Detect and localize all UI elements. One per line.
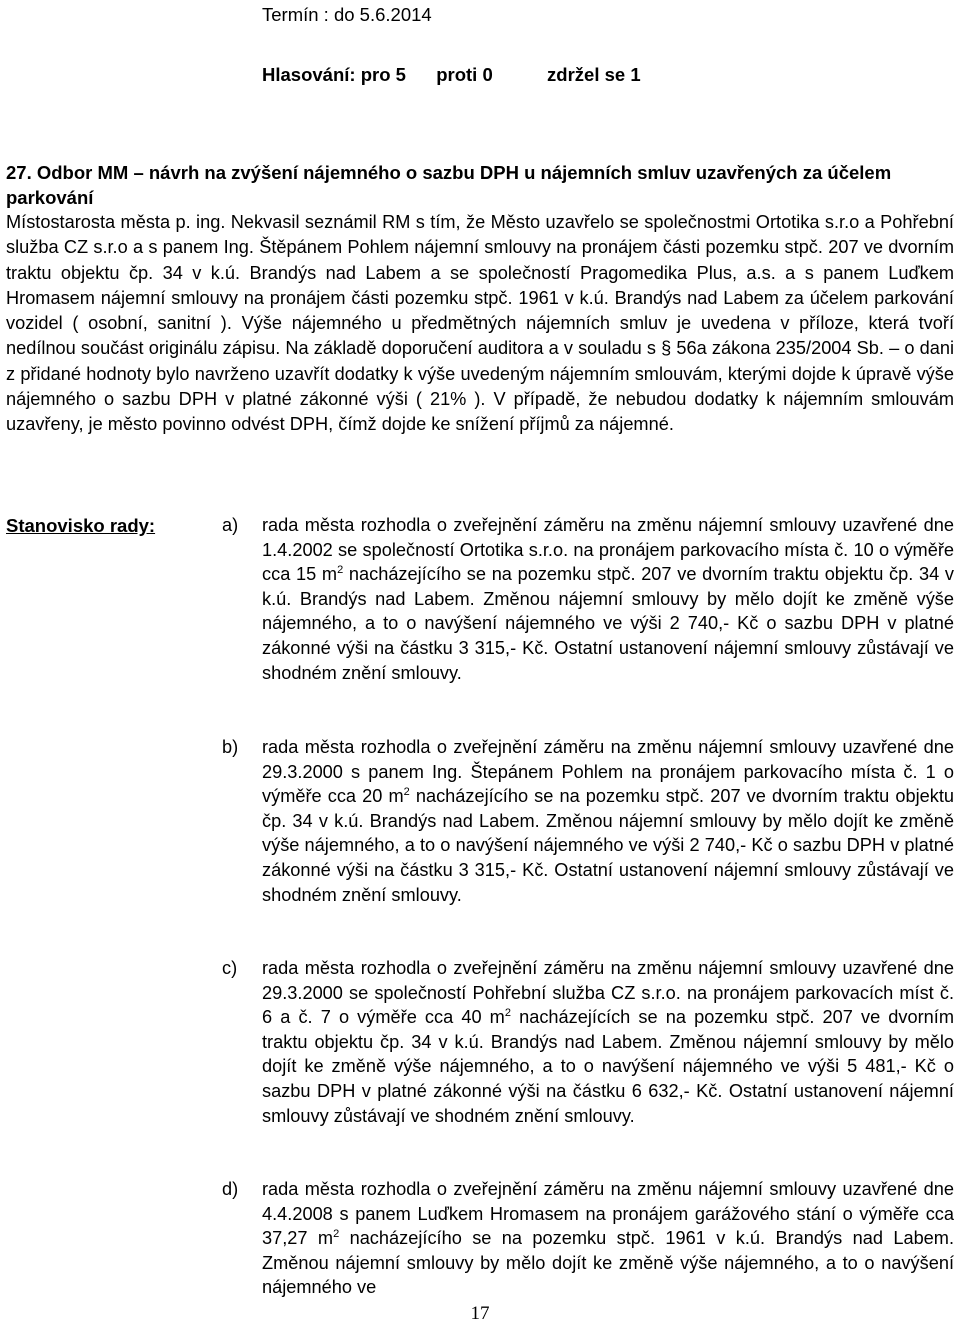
vote-result bbox=[262, 64, 641, 86]
item-text: rada města rozhodla o zveřejnění záměru na změnu nájemní smlouvy uzavřené dne 29.3.2000 s panem Ing. Štepánem Pohlem na pronájem parkovacího místa č. 1 o výměře cca 20 $m^2$ nacházejícího se na pozemku stpč. 207 ve dvorním traktu objektu čp. 34 v k.ú. Brandýs nad Labem. Změnou nájemní smlouvy by mělo dojít ke změně výše nájemného, a to o navýšení nájemného ve výši 2 740,- Kč o sazbu DPH v platné zákonné výši na částku 3 315,- Kč. Ostatní ustanovení nájemní smlouvy zůstávají ve shodném znění smlouvy. bbox=[262, 737, 954, 905]
item-text: rada města rozhodla o zveřejnění záměru na změnu nájemní smlouvy uzavřené dne 29.3.2000 se společností Pohřební služba CZ s.r.o. na pronájem parkovacích míst č. 6 a č. 7 o výměře cca 40 $m^2$ nacházejících se na pozemku stpč. 207 ve dvorním traktu objektu čp. 34 v k.ú. Brandýs nad Labem. Změnou nájemní smlouvy by mělo dojít ke změně výše nájemného, a to o navýšení nájemného ve výši 5 481,- Kč o sazbu DPH v platné zákonné výši na částku 6 632,- Kč. Ostatní ustanovení nájemní smlouvy zůstávají ve shodném znění smlouvy. bbox=[262, 958, 954, 1126]
vote-abstain: zdržel se 1 bbox=[547, 64, 641, 85]
item-letter: b) bbox=[222, 737, 239, 757]
page-number: 17 bbox=[470, 1303, 490, 1324]
deadline-text: Termín : do 5.6.2014 bbox=[262, 4, 432, 25]
section-heading: 27. Odbor MM – návrh na zvýšení nájemného o sazbu DPH u nájemních smluv uzavřených za účelem parkování bbox=[6, 162, 892, 208]
vote-for: Hlasování: pro 5 bbox=[262, 64, 406, 85]
item-text: rada města rozhodla o zveřejnění záměru na změnu nájemní smlouvy uzavřené dne 4.4.2008 s panem Luďkem Hromasem na pronájem garážového stání o výměře cca 37,27 $m^2$ nacházejícího se na pozemku stpč. 1961 v k.ú. Brandýs nad Labem. Změnou nájemní smlouvy by mělo dojít ke změně výše nájemného, a to o navýšení nájemného ve bbox=[262, 1179, 954, 1298]
council-statement-label: Stanovisko rady: bbox=[6, 515, 156, 536]
vote-against: proti 0 bbox=[436, 64, 493, 85]
item-letter: c) bbox=[222, 958, 238, 978]
item-letter: a) bbox=[222, 515, 239, 535]
section-intro-paragraph: Místostarosta města p. ing. Nekvasil seznámil RM s tím, že Město uzavřelo se společnostmi Ortotika s.r.o a Pohřební služba CZ s.r.o a s panem Ing. Štěpánem Pohlem nájemní smlouvy na pronájem části pozemku stpč. 207 ve dvorním traktu objektu čp. 34 v k.ú. Brandýs nad Labem a se společností Pragomedika Plus, a.s. a s panem Luďkem Hromasem nájemní smlouvy na pronájem části pozemku stpč. 1961 v k.ú. Brandýs nad Labem za účelem parkování vozidel ( osobní, sanitní ). Výše nájemného u předmětných nájemních smluv je uvedena v příloze, která tvoří nedílnou součást originálu zápisu. Na základě doporučení auditora a v souladu s § 56a zákona 235/2004 Sb. – o dani z přidané hodnoty bylo navrženo uzavřít dodatky k výše uvedeným nájemním smlouvám, kterými dojde k úpravě výše nájemného o sazbu DPH v platné zákonné výši ( 21% ). V případě, že nebudou dodatky k nájemním smlouvám uzavřeny, je město povinno odvést DPH, čímž dojde ke snížení příjmů za nájemné. bbox=[6, 212, 954, 435]
item-letter: d) bbox=[222, 1179, 239, 1199]
item-text: rada města rozhodla o zveřejnění záměru na změnu nájemní smlouvy uzavřené dne 1.4.2002 se společností Ortotika s.r.o. na pronájem parkovacího místa č. 10 o výměře cca 15 $m^2$ nacházejícího se na pozemku stpč. 207 ve dvorním traktu objektu čp. 34 v k.ú. Brandýs nad Labem. Změnou nájemní smlouvy by mělo dojít ke změně výše nájemného, a to o navýšení nájemného ve výši 2 740,- Kč o sazbu DPH v platné zákonné výši na částku 3 315,- Kč. Ostatní ustanovení nájemní smlouvy zůstávají ve shodném znění smlouvy. bbox=[262, 515, 954, 683]
